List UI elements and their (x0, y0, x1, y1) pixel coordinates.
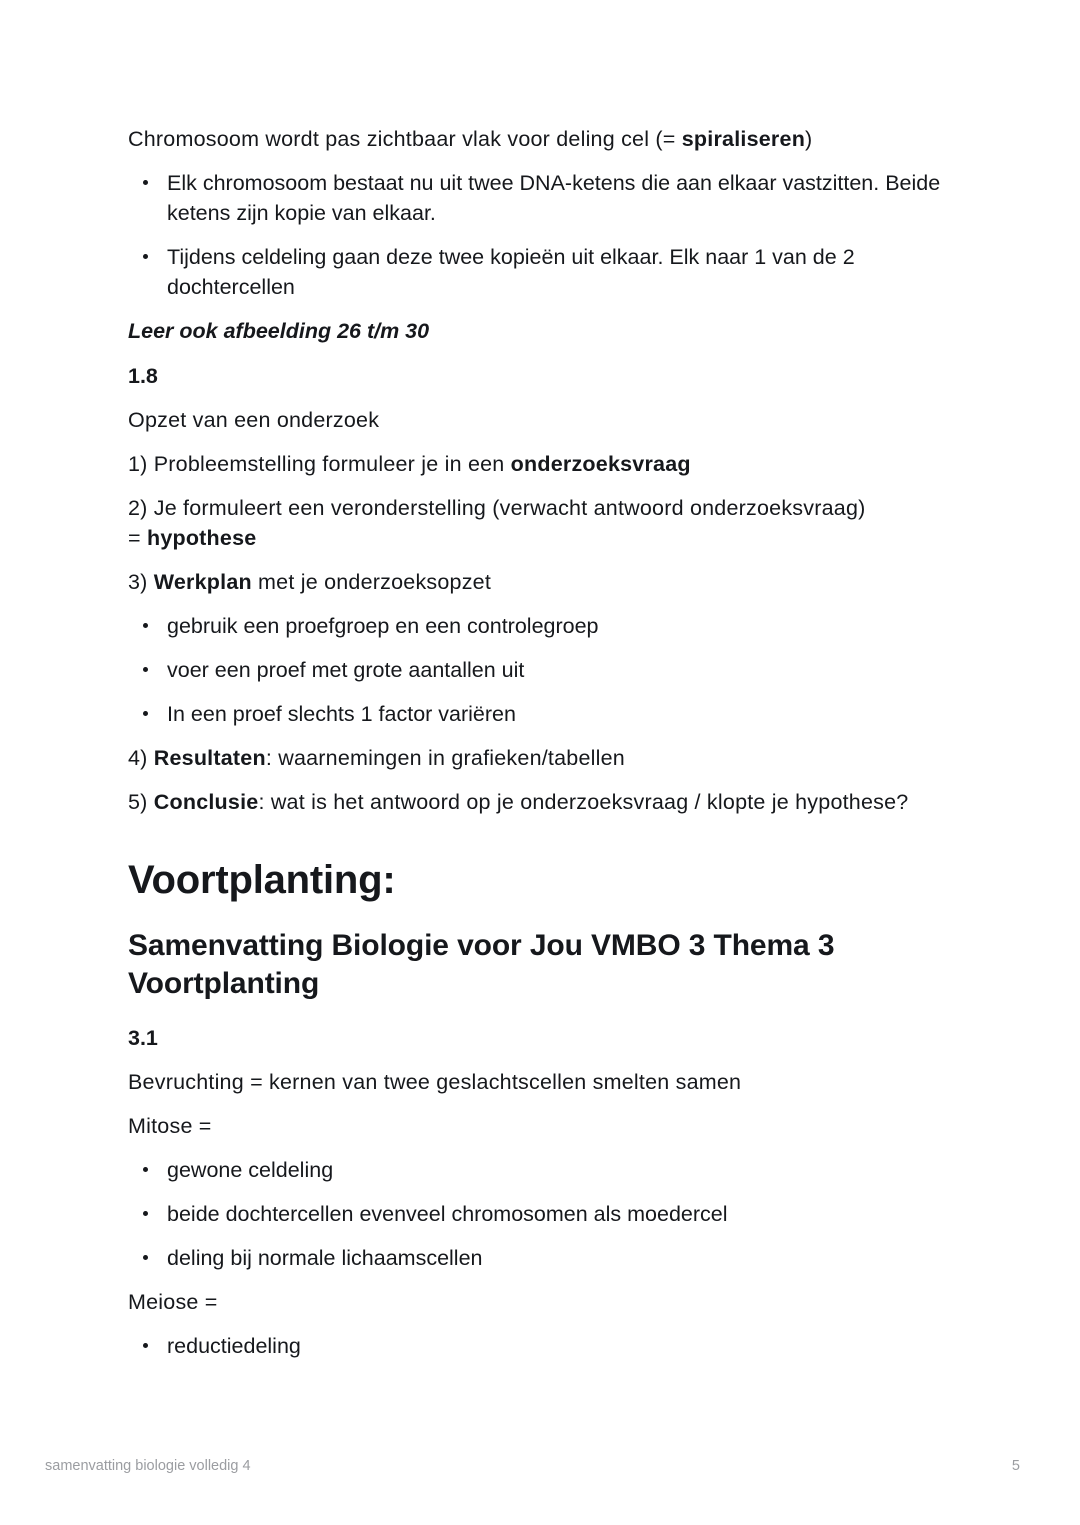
bullet-icon (143, 623, 148, 628)
paragraph-step-5: 5) Conclusie: wat is het antwoord op je onderzoeksvraag / klopte je hypothese? (128, 790, 909, 814)
section-label-3-1: 3.1 (128, 1026, 158, 1050)
paragraph-step-2: 2) Je formuleert een veronderstelling (verwacht antwoord onderzoeksvraag) = hypothese (128, 496, 866, 550)
page-footer (45, 1455, 1035, 1477)
bullet-icon (143, 711, 148, 716)
list-item (128, 168, 948, 228)
bullet-icon (143, 254, 148, 259)
section-label-1-8: 1.8 (128, 364, 158, 388)
document-body (128, 124, 948, 1375)
bold-term: spiraliseren (681, 127, 806, 151)
bullet-icon (143, 1255, 148, 1260)
list-item-label: reductiedeling (167, 1334, 301, 1358)
list-mitose-details (128, 1155, 948, 1273)
list-item (128, 1331, 948, 1361)
list-item-label: deling bij normale lichaamscellen (167, 1246, 483, 1270)
list-item-label: beide dochtercellen evenveel chromosomen als moedercel (167, 1202, 728, 1226)
bold-term: Resultaten (153, 746, 266, 770)
bullet-icon (143, 667, 148, 672)
footer-document-title: samenvatting biologie volledig 4 (45, 1458, 251, 1474)
list-chromosoom-details (128, 168, 948, 302)
list-item (128, 242, 948, 302)
list-item (128, 611, 948, 641)
list-item-label: Elk chromosoom bestaat nu uit twee DNA-ketens die aan elkaar vastzitten. Beide ketens zijn kopie van elkaar. (167, 171, 941, 225)
list-item (128, 1243, 948, 1273)
list-item-label: gewone celdeling (167, 1158, 334, 1182)
paragraph-step-4: 4) Resultaten: waarnemingen in grafieken/tabellen (128, 746, 625, 770)
paragraph-opzet-onderzoek: Opzet van een onderzoek (128, 408, 380, 432)
list-item (128, 699, 948, 729)
paragraph-step-1: 1) Probleemstelling formuleer je in een onderzoeksvraag (128, 452, 691, 476)
paragraph-mitose: Mitose = (128, 1114, 212, 1138)
bold-term: hypothese (146, 526, 257, 550)
list-item-label: Tijdens celdeling gaan deze twee kopieën uit elkaar. Elk naar 1 van de 2 dochtercellen (167, 245, 855, 299)
bullet-icon (143, 1211, 148, 1216)
list-item (128, 1155, 948, 1185)
list-meiose-details (128, 1331, 948, 1361)
paragraph-bevruchting: Bevruchting = kernen van twee geslachtscellen smelten samen (128, 1070, 742, 1094)
paragraph-step-3: 3) Werkplan met je onderzoeksopzet (128, 570, 492, 594)
bullet-icon (143, 1343, 148, 1348)
list-item (128, 1199, 948, 1229)
list-werkplan-details (128, 611, 948, 729)
footer-page-number: 5 (1011, 1458, 1020, 1474)
list-item-label: In een proef slechts 1 factor variëren (167, 702, 516, 726)
bullet-icon (143, 180, 148, 185)
list-item-label: gebruik een proefgroep en een controlegroep (167, 614, 599, 638)
bullet-icon (143, 1167, 148, 1172)
list-item-label: voer een proef met grote aantallen uit (167, 658, 525, 682)
list-item (128, 655, 948, 685)
bold-term: onderzoeksvraag (510, 452, 691, 476)
paragraph-chromosoom: Chromosoom wordt pas zichtbaar vlak voor deling cel (= spiraliseren) (128, 127, 813, 151)
heading-voortplanting: Voortplanting: (128, 858, 396, 902)
bold-term: Conclusie (153, 790, 259, 814)
paragraph-meiose: Meiose = (128, 1290, 218, 1314)
heading-samenvatting: Samenvatting Biologie voor Jou VMBO 3 Thema 3 Voortplanting (128, 929, 835, 1000)
note-leer-ook-afbeelding: Leer ook afbeelding 26 t/m 30 (128, 319, 430, 343)
bold-term: Werkplan (153, 570, 252, 594)
